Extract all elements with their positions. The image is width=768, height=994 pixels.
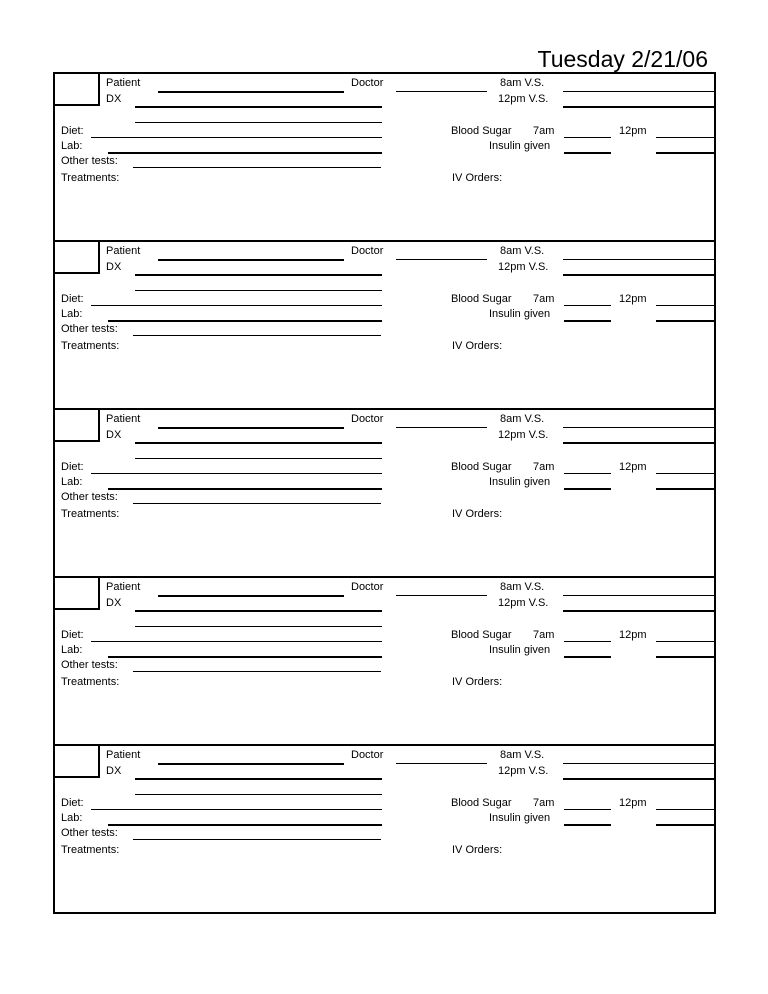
doctor-label: Doctor [351, 245, 384, 257]
patient-section-1 [55, 74, 714, 242]
patient-sheet [53, 72, 716, 914]
other-tests-label: Other tests: [61, 491, 118, 503]
lab-label: Lab: [61, 476, 83, 488]
vs-12pm-label: 12pm V.S. [498, 597, 549, 609]
vs-8am-line[interactable] [563, 91, 714, 92]
doctor-line[interactable] [396, 763, 487, 764]
doctor-line[interactable] [396, 91, 487, 92]
blood-sugar-12pm-line[interactable] [656, 473, 714, 474]
diet-line[interactable] [91, 305, 382, 306]
blood-sugar-12pm-line[interactable] [656, 641, 714, 642]
vs-12pm-line[interactable] [563, 442, 714, 444]
vs-12pm-label: 12pm V.S. [498, 429, 549, 441]
vs-12pm-line[interactable] [563, 106, 714, 108]
iv-orders-label: IV Orders: [452, 844, 503, 856]
treatments-label: Treatments: [61, 676, 120, 688]
other-tests-line[interactable] [133, 335, 381, 336]
blood-sugar-label: Blood Sugar [451, 797, 512, 809]
blood-sugar-label: Blood Sugar [451, 629, 512, 641]
blood-sugar-12pm-line[interactable] [656, 809, 714, 810]
vs-12pm-label: 12pm V.S. [498, 765, 549, 777]
vs-8am-line[interactable] [563, 427, 714, 428]
patient-name-line[interactable] [158, 763, 344, 765]
insulin-7am-line[interactable] [564, 656, 611, 658]
blood-sugar-7am-line[interactable] [564, 809, 611, 810]
blood-sugar-12pm-line[interactable] [656, 305, 714, 306]
dx-label: DX [106, 597, 122, 609]
patient-label: Patient [106, 581, 141, 593]
dx-extra-line[interactable] [135, 626, 382, 627]
dx-extra-line[interactable] [135, 122, 382, 123]
doctor-label: Doctor [351, 581, 384, 593]
vs-8am-label: 8am V.S. [500, 581, 545, 593]
insulin-given-label: Insulin given [489, 308, 551, 320]
doctor-label: Doctor [351, 749, 384, 761]
insulin-7am-line[interactable] [564, 824, 611, 826]
vs-8am-line[interactable] [563, 595, 714, 596]
vs-12pm-label: 12pm V.S. [498, 261, 549, 273]
treatments-label: Treatments: [61, 172, 120, 184]
dx-label: DX [106, 93, 122, 105]
dx-line[interactable] [135, 778, 382, 780]
insulin-12pm-line[interactable] [656, 152, 714, 154]
insulin-given-label: Insulin given [489, 644, 551, 656]
doctor-label: Doctor [351, 77, 384, 89]
patient-checkbox[interactable] [55, 74, 100, 106]
patient-label: Patient [106, 413, 141, 425]
vs-12pm-line[interactable] [563, 274, 714, 276]
insulin-12pm-line[interactable] [656, 656, 714, 658]
blood-sugar-7am-label: 7am [533, 125, 555, 137]
vs-12pm-line[interactable] [563, 610, 714, 612]
insulin-12pm-line[interactable] [656, 488, 714, 490]
patient-name-line[interactable] [158, 91, 344, 93]
insulin-12pm-line[interactable] [656, 824, 714, 826]
other-tests-line[interactable] [133, 671, 381, 672]
insulin-given-label: Insulin given [489, 140, 551, 152]
vs-8am-label: 8am V.S. [500, 245, 545, 257]
vs-8am-label: 8am V.S. [500, 413, 545, 425]
vs-8am-label: 8am V.S. [500, 77, 545, 89]
insulin-given-label: Insulin given [489, 476, 551, 488]
lab-line[interactable] [108, 656, 382, 658]
treatments-label: Treatments: [61, 340, 120, 352]
other-tests-label: Other tests: [61, 323, 118, 335]
diet-label: Diet: [61, 629, 84, 641]
vs-8am-line[interactable] [563, 763, 714, 764]
other-tests-label: Other tests: [61, 827, 118, 839]
doctor-line[interactable] [396, 427, 487, 428]
dx-extra-line[interactable] [135, 290, 382, 291]
patient-section-2 [55, 242, 714, 410]
patient-name-line[interactable] [158, 595, 344, 597]
doctor-line[interactable] [396, 595, 487, 596]
treatments-label: Treatments: [61, 844, 120, 856]
blood-sugar-12pm-label: 12pm [619, 293, 647, 305]
lab-label: Lab: [61, 140, 83, 152]
patient-checkbox[interactable] [55, 578, 100, 610]
doctor-label: Doctor [351, 413, 384, 425]
dx-label: DX [106, 429, 122, 441]
blood-sugar-7am-line[interactable] [564, 641, 611, 642]
blood-sugar-label: Blood Sugar [451, 125, 512, 137]
patient-checkbox[interactable] [55, 242, 100, 274]
dx-extra-line[interactable] [135, 794, 382, 795]
insulin-7am-line[interactable] [564, 488, 611, 490]
diet-line[interactable] [91, 809, 382, 810]
blood-sugar-12pm-label: 12pm [619, 629, 647, 641]
vs-12pm-label: 12pm V.S. [498, 93, 549, 105]
insulin-12pm-line[interactable] [656, 320, 714, 322]
patient-label: Patient [106, 245, 141, 257]
vs-8am-label: 8am V.S. [500, 749, 545, 761]
iv-orders-label: IV Orders: [452, 340, 503, 352]
blood-sugar-12pm-label: 12pm [619, 461, 647, 473]
blood-sugar-label: Blood Sugar [451, 293, 512, 305]
blood-sugar-7am-label: 7am [533, 461, 555, 473]
patient-label: Patient [106, 749, 141, 761]
patient-label: Patient [106, 77, 141, 89]
diet-line[interactable] [91, 137, 382, 138]
patient-checkbox[interactable] [55, 410, 100, 442]
diet-line[interactable] [91, 473, 382, 474]
blood-sugar-7am-label: 7am [533, 629, 555, 641]
other-tests-line[interactable] [133, 167, 381, 168]
lab-label: Lab: [61, 644, 83, 656]
other-tests-label: Other tests: [61, 155, 118, 167]
diet-label: Diet: [61, 125, 84, 137]
blood-sugar-7am-label: 7am [533, 293, 555, 305]
lab-label: Lab: [61, 308, 83, 320]
diet-label: Diet: [61, 797, 84, 809]
patient-checkbox[interactable] [55, 746, 100, 778]
lab-line[interactable] [108, 152, 382, 154]
blood-sugar-12pm-label: 12pm [619, 125, 647, 137]
patient-section-5 [55, 746, 714, 914]
blood-sugar-12pm-line[interactable] [656, 137, 714, 138]
dx-label: DX [106, 765, 122, 777]
doctor-line[interactable] [396, 259, 487, 260]
lab-line[interactable] [108, 320, 382, 322]
insulin-7am-line[interactable] [564, 152, 611, 154]
vs-8am-line[interactable] [563, 259, 714, 260]
blood-sugar-7am-line[interactable] [564, 305, 611, 306]
iv-orders-label: IV Orders: [452, 676, 503, 688]
patient-section-4 [55, 578, 714, 746]
diet-label: Diet: [61, 293, 84, 305]
blood-sugar-12pm-label: 12pm [619, 797, 647, 809]
lab-line[interactable] [108, 824, 382, 826]
other-tests-line[interactable] [133, 839, 381, 840]
blood-sugar-label: Blood Sugar [451, 461, 512, 473]
dx-extra-line[interactable] [135, 458, 382, 459]
dx-line[interactable] [135, 442, 382, 444]
dx-line[interactable] [135, 106, 382, 108]
blood-sugar-7am-line[interactable] [564, 137, 611, 138]
lab-label: Lab: [61, 812, 83, 824]
blood-sugar-7am-line[interactable] [564, 473, 611, 474]
diet-label: Diet: [61, 461, 84, 473]
patient-name-line[interactable] [158, 427, 344, 429]
insulin-7am-line[interactable] [564, 320, 611, 322]
dx-line[interactable] [135, 274, 382, 276]
treatments-label: Treatments: [61, 508, 120, 520]
iv-orders-label: IV Orders: [452, 172, 503, 184]
dx-label: DX [106, 261, 122, 273]
other-tests-line[interactable] [133, 503, 381, 504]
dx-line[interactable] [135, 610, 382, 612]
patient-name-line[interactable] [158, 259, 344, 261]
diet-line[interactable] [91, 641, 382, 642]
other-tests-label: Other tests: [61, 659, 118, 671]
insulin-given-label: Insulin given [489, 812, 551, 824]
vs-12pm-line[interactable] [563, 778, 714, 780]
iv-orders-label: IV Orders: [452, 508, 503, 520]
lab-line[interactable] [108, 488, 382, 490]
patient-section-3 [55, 410, 714, 578]
page-date-title: Tuesday 2/21/06 [537, 46, 708, 72]
blood-sugar-7am-label: 7am [533, 797, 555, 809]
